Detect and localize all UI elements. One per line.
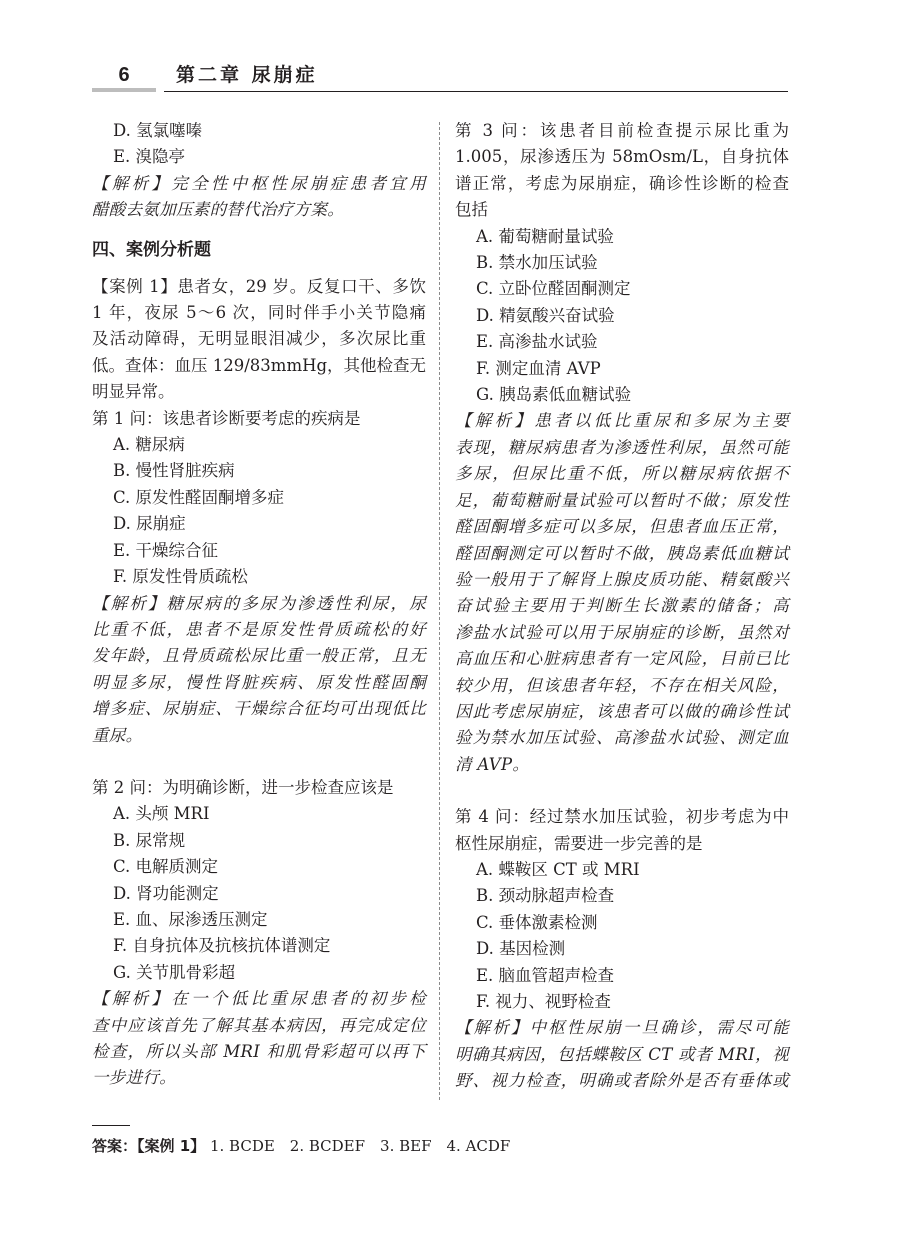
explanation-line: 验一般用于了解肾上腺皮质功能、精氨酸兴 [455,569,789,589]
paragraph-line: 包括 [455,200,488,220]
explanation-line: 多尿，但尿比重不低，所以糖尿病依据不 [455,464,789,484]
option-item: D. 精氨酸兴奋试验 [476,305,615,325]
paragraph-line: 【案例 1】患者女，29 岁。反复口干、多饮 [92,276,426,296]
paragraph-line: 谱正常，考虑为尿崩症，确诊性诊断的检查 [455,173,789,193]
explanation-line: 【解析】糖尿病的多尿为渗透性利尿，尿 [92,593,426,613]
option-item: C. 原发性醛固酮增多症 [113,487,285,507]
explanation-line: 验为禁水加压试验、高渗盐水试验、测定血 [455,728,789,748]
option-item: C. 立卧位醛固酮测定 [476,279,631,299]
spacer [455,778,789,804]
page-number-bar [92,88,156,92]
explanation-line: 比重不低，患者不是原发性骨质疏松的好 [92,619,426,639]
explanation-line: 【解析】患者以低比重尿和多尿为主要 [455,411,789,431]
option-item: D. 氢氯噻嗪 [113,121,203,140]
option-item: A. 糖尿病 [113,435,185,455]
option-item: C. 垂体激素检测 [476,912,598,932]
explanation-line: 因此考虑尿崩症，该患者可以做的确诊性试 [455,701,789,721]
option-item: A. 蝶鞍区 CT 或 MRI [476,859,640,879]
explanation-line: 醋酸去氨加压素的替代治疗方案。 [92,200,344,220]
option-item: E. 溴隐亭 [113,147,186,167]
option-item: D. 肾功能测定 [113,883,219,903]
option-item: E. 血、尿渗透压测定 [113,909,268,929]
option-item: G. 胰岛素低血糖试验 [476,385,632,405]
column-divider [439,122,440,1100]
paragraph-line: 低。查体：血压 129/83mmHg，其他检查无 [92,355,427,375]
explanation-line: 渗盐水试验可以用于尿崩症的诊断，虽然对 [455,622,789,642]
header-rule [164,91,788,92]
paragraph-line: 枢性尿崩症，需要进一步完善的是 [455,833,703,853]
option-item: C. 电解质测定 [113,857,219,877]
explanation-line: 明显多尿，慢性肾脏疾病、原发性醛固酮 [92,672,426,692]
option-item: E. 脑血管超声检查 [476,965,615,985]
left-column [92,118,426,1092]
paragraph-line: 明显异常。 [92,382,175,402]
footnote-rule [92,1125,130,1126]
answer-label: 答案： [92,1137,138,1155]
answer-case-label: 【案例 1】 [137,1137,206,1155]
option-item: A. 头颅 MRI [113,804,210,824]
paragraph-line: 及活动障碍，无明显眼泪减少，多次尿比重 [92,329,426,349]
option-item: F. 原发性骨质疏松 [113,567,248,587]
answer-key [92,1134,510,1158]
option-item: F. 自身抗体及抗核抗体谱测定 [113,936,331,956]
option-item: B. 禁水加压试验 [476,253,598,273]
explanation-line: 【解析】在一个低比重尿患者的初步检 [92,989,426,1009]
explanation-line: 【解析】完全性中枢性尿崩症患者宜用 [92,173,426,193]
explanation-line: 发年龄，且骨质疏松尿比重一般正常，且无 [92,646,426,666]
option-item: E. 干燥综合征 [113,540,219,560]
option-item: A. 葡萄糖耐量试验 [476,226,614,246]
paragraph-line: 第 4 问：经过禁水加压试验，初步考虑为中 [455,807,789,827]
explanation-line: 增多症、尿崩症、干燥综合征均可出现低比 [92,699,426,719]
explanation-line: 较少用，但该患者年轻，不存在相关风险， [455,675,789,695]
page-number: 6 [118,64,130,86]
paragraph-line: 1.005，尿渗透压为 58mOsm/L，自身抗体 [455,147,789,167]
option-item: B. 慢性肾脏疾病 [113,461,235,481]
spacer [92,749,426,775]
explanation-line: 检查，所以头部 MRI 和肌骨彩超可以再下 [92,1042,426,1061]
explanation-line: 【解析】中枢性尿崩一旦确诊，需尽可能 [455,1018,789,1038]
option-item: E. 高渗盐水试验 [476,332,598,352]
option-item: B. 尿常规 [113,830,186,850]
option-item: B. 颈动脉超声检查 [476,886,615,906]
option-item: D. 尿崩症 [113,514,186,534]
explanation-line: 表现，糖尿病患者为渗透性利尿，虽然可能 [455,437,789,457]
question-line: 第 2 问：为明确诊断，进一步检查应该是 [92,777,394,797]
page-header [92,52,792,100]
explanation-line: 醛固酮增多症可以多尿，但患者血压正常， [455,517,789,537]
explanation-line: 明确其病因，包括蝶鞍区 CT 或者 MRI，视 [455,1044,789,1064]
explanation-line: 重尿。 [92,725,143,745]
paragraph-line: 第 3 问：该患者目前检查提示尿比重为 [455,121,789,140]
question-line: 第 1 问：该患者诊断要考虑的疾病是 [92,408,361,428]
explanation-line: 足，葡萄糖耐量试验可以暂时不做；原发性 [455,490,789,510]
chapter-title: 第二章 尿崩症 [176,64,318,86]
explanation-line: 奋试验主要用于判断生长激素的储备；高 [455,596,789,616]
explanation-line: 查中应该首先了解其基本病因，再完成定位 [92,1015,426,1035]
explanation-line: 一步进行。 [92,1068,176,1088]
section-heading: 四、案例分析题 [92,239,211,260]
option-item: D. 基因检测 [476,939,566,959]
explanation-line: 醛固酮测定可以暂时不做，胰岛素低血糖试 [455,543,789,563]
paragraph-line: 1 年，夜尿 5～6 次，同时伴手小关节隐痛 [92,303,426,323]
option-item: G. 关节肌骨彩超 [113,962,236,982]
option-item: F. 视力、视野检查 [476,992,611,1011]
explanation-line: 高血压和心脏病患者有一定风险，目前已比 [455,649,789,669]
option-item: F. 测定血清 AVP [476,358,601,378]
answer-values: 1. BCDE 2. BCDEF 3. BEF 4. ACDF [209,1137,511,1155]
right-column [455,118,789,1095]
explanation-line: 野、视力检查，明确或者除外是否有垂体或 [455,1071,789,1091]
explanation-line: 清 AVP。 [455,754,530,774]
